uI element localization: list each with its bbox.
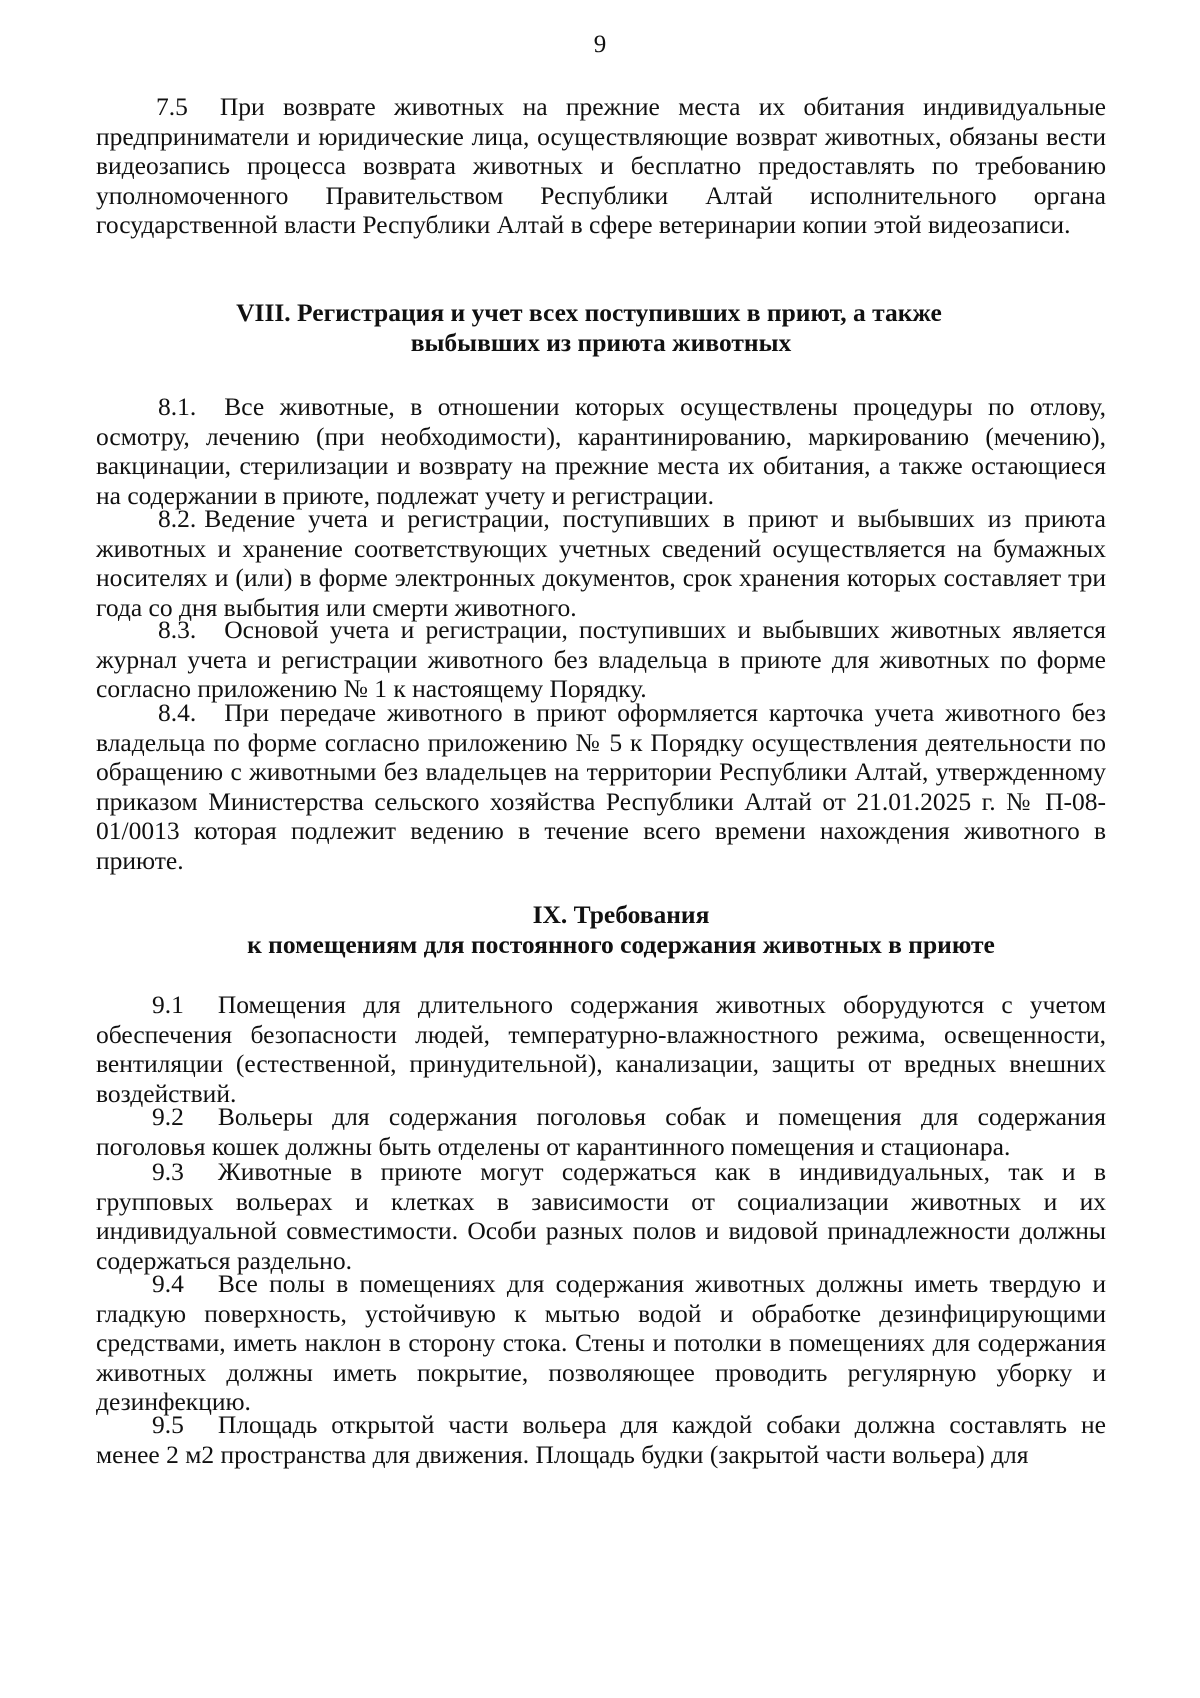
paragraph-text: Ведение учета и регистрации, поступивших в приют и выбывших из приюта животных и хранение соответствующих учетных сведений осуществляется на бумажных носителях и (или) в форме электронных документов, срок хранения которых составляет три года со дня выбытия или смерти животного. (96, 504, 1106, 622)
section-heading-line: VIII. Регистрация и учет всех поступивших в приют, а также (236, 298, 942, 327)
paragraph-9-3 (96, 1157, 1106, 1275)
paragraph-number: 7.5 (156, 92, 188, 121)
paragraph-8-4 (96, 698, 1106, 876)
paragraph-text: Площадь открытой части вольера для каждой собаки должна составлять не менее 2 м2 пространства для движения. Площадь будки (закрытой части вольера) для (96, 1410, 1106, 1469)
paragraph-number: 8.2. (158, 504, 197, 533)
paragraph-text: Вольеры для содержания поголовья собак и помещения для содержания поголовья кошек должны быть отделены от карантинного помещения и стационара. (96, 1102, 1106, 1161)
paragraph-text: Животные в приюте могут содержаться как в индивидуальных, так и в групповых вольерах и клетках в зависимости от социализации животных и их индивидуальной совместимости. Особи разных полов и видовой принадлежности должны содержаться раздельно. (96, 1157, 1106, 1275)
paragraph-number: 9.2 (152, 1102, 184, 1131)
section-heading-line: IX. Требования (532, 900, 710, 929)
paragraph-number: 8.4. (158, 698, 197, 727)
paragraph-number: 9.4 (152, 1269, 184, 1298)
paragraph-text: Все животные, в отношении которых осуществлены процедуры по отлову, осмотру, лечению (при необходимости), карантинированию, маркированию (мечению), вакцинации, стерилизации и возврату на прежние места их обитания, а также остающиеся на содержании в приюте, подлежат учету и регистрации. (96, 392, 1106, 510)
section-heading-line: к помещениям для постоянного содержания животных в приюте (247, 930, 995, 959)
paragraph-text: При передаче животного в приют оформляется карточка учета животного без владельца по форме согласно приложению № 5 к Порядку осуществления деятельности по обращению с животными без владельцев на территории Республики Алтай, утвержденному приказом Министерства сельского хозяйства Республики Алтай от 21.01.2025 г. № П-08-01/0013 которая подлежит ведению в течение всего времени нахождения животного в приюте. (96, 698, 1106, 875)
paragraph-number: 8.1. (158, 392, 197, 421)
paragraph-number: 9.1 (152, 990, 184, 1019)
paragraph-text: Все полы в помещениях для содержания животных должны иметь твердую и гладкую поверхность, устойчивую к мытью водой и обработке дезинфицирующими средствами, иметь наклон в сторону стока. Стены и потолки в помещениях для содержания животных должны иметь покрытие, позволяющее проводить регулярную уборку и дезинфекцию. (96, 1269, 1106, 1417)
paragraph-9-5 (96, 1410, 1106, 1469)
paragraph-7-5 (96, 92, 1106, 240)
paragraph-8-1 (96, 392, 1106, 510)
section-heading-8 (96, 298, 1106, 358)
paragraph-8-3 (96, 615, 1106, 704)
paragraph-9-1 (96, 990, 1106, 1108)
section-heading-line: выбывших из приюта животных (410, 328, 792, 357)
paragraph-number: 9.5 (152, 1410, 184, 1439)
page-number: 9 (593, 31, 607, 58)
paragraph-8-2 (96, 504, 1106, 622)
paragraph-text: Помещения для длительного содержания животных оборудуются с учетом обеспечения безопасности людей, температурно-влажностного режима, освещенности, вентиляции (естественной, принудительной), канализации, защиты от вредных внешних воздействий. (96, 990, 1106, 1108)
paragraph-number: 9.3 (152, 1157, 184, 1186)
section-heading-9 (96, 900, 1106, 960)
paragraph-text: Основой учета и регистрации, поступивших и выбывших животных является журнал учета и регистрации животного без владельца в приюте для животных по форме согласно приложению № 1 к настоящему Порядку. (96, 615, 1106, 704)
paragraph-number: 8.3. (158, 615, 197, 644)
paragraph-text: При возврате животных на прежние места их обитания индивидуальные предприниматели и юридические лица, осуществляющие возврат животных, обязаны вести видеозапись процесса возврата животных и бесплатно предоставлять по требованию уполномоченного Правительством Республики Алтай исполнительного органа государственной власти Республики Алтай в сфере ветеринарии копии этой видеозаписи. (96, 92, 1106, 240)
paragraph-9-4 (96, 1269, 1106, 1417)
paragraph-9-2 (96, 1102, 1106, 1161)
